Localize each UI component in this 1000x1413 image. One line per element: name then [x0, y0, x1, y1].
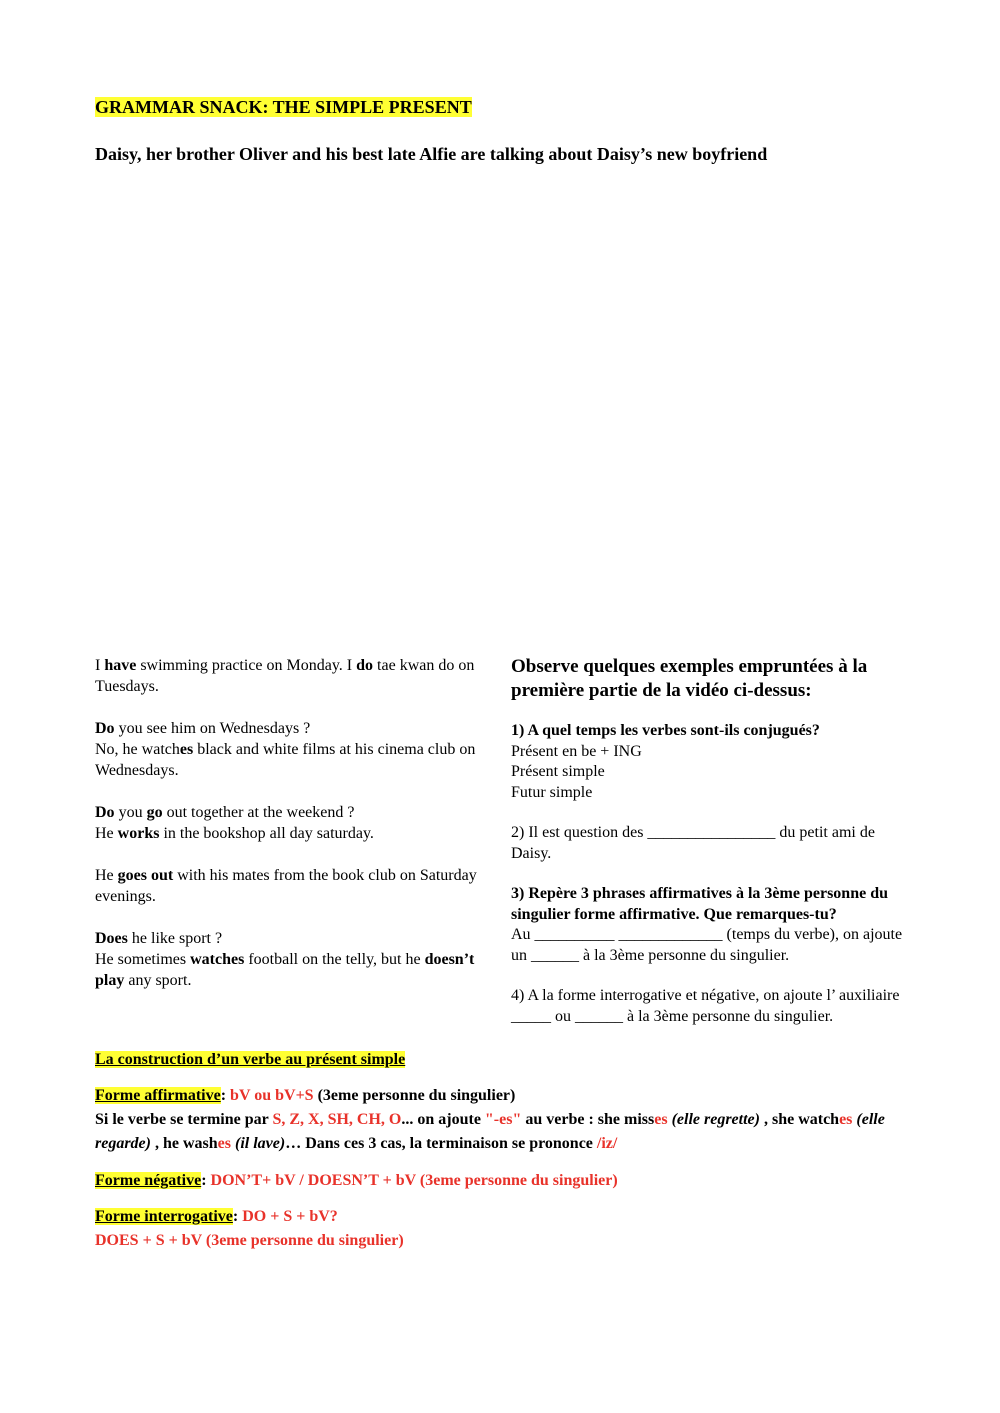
question-1-option[interactable]: Présent simple: [511, 763, 605, 780]
dialogue-paragraph-3: Do you go out together at the weekend ? He works in the bookshop all day saturday.: [95, 804, 374, 842]
dialogue-paragraph-5: Does he like sport ? He sometimes watches football on the telly, but he doesn’t play any sport.: [95, 930, 475, 989]
question-1-option[interactable]: Présent en be + ING: [511, 742, 642, 760]
question-1: [511, 721, 906, 803]
question-3-text: 3) Repère 3 phrases affirmatives à la 3ème personne du singulier forme affirmative. Que remarques-tu?: [511, 885, 888, 923]
dialogue-paragraph-2: Do you see him on Wednesdays ? No, he watches black and white films at his cinema club on Wednesdays.: [95, 720, 476, 779]
question-1-text: 1) A quel temps les verbes sont-ils conjugués?: [511, 722, 820, 739]
negative-label: Forme négative: [95, 1172, 202, 1189]
rule-negative: Forme négative: DON’T+ bV / DOESN’T + bV (3eme personne du singulier): [95, 1172, 618, 1189]
interrogative-label: Forme interrogative: [95, 1208, 233, 1225]
exercise-heading: Observe quelques exemples empruntées à la première partie de la vidéo ci-dessus:: [511, 656, 868, 701]
dialogue-examples: [95, 655, 485, 1012]
page-title: [95, 96, 472, 118]
question-3: [511, 884, 906, 966]
page-title-text: GRAMMAR SNACK: THE SIMPLE PRESENT: [95, 97, 472, 117]
exercise-panel: [511, 655, 906, 1047]
dialogue-paragraph-1: I have swimming practice on Monday. I do tae kwan do on Tuesdays.: [95, 657, 475, 695]
affirmative-label: Forme affirmative: [95, 1087, 221, 1104]
question-1-option[interactable]: Futur simple: [511, 783, 593, 801]
construction-title: La construction d’un verbe au présent simple: [95, 1051, 406, 1068]
page-subtitle: Daisy, her brother Oliver and his best late Alfie are talking about Daisy’s new boyfriend: [95, 144, 768, 164]
rule-affirmative: Forme affirmative: bV ou bV+S (3eme personne du singulier) Si le verbe se termine par S, Z, X, SH, CH, O... on ajoute "-es" au verbe : she misses (elle regrette) , she watches (elle regarde) , he washes (il lave)… Dans ces 3 cas, la terminaison se prononce /iz/: [95, 1087, 885, 1152]
video-embed-area[interactable]: [95, 185, 905, 640]
question-3-fill[interactable]: Au __________ _____________ (temps du verbe), on ajoute un ______ à la 3ème personne du singulier.: [511, 926, 903, 964]
rule-interrogative: Forme interrogative: DO + S + bV? DOES + S + bV (3eme personne du singulier): [95, 1208, 404, 1249]
dialogue-paragraph-4: He goes out with his mates from the book club on Saturday evenings.: [95, 867, 477, 905]
question-2[interactable]: 2) Il est question des ________________ du petit ami de Daisy.: [511, 824, 875, 862]
question-4[interactable]: 4) A la forme interrogative et négative, on ajoute l’ auxiliaire _____ ou ______ à la 3ème personne du singulier.: [511, 987, 900, 1025]
